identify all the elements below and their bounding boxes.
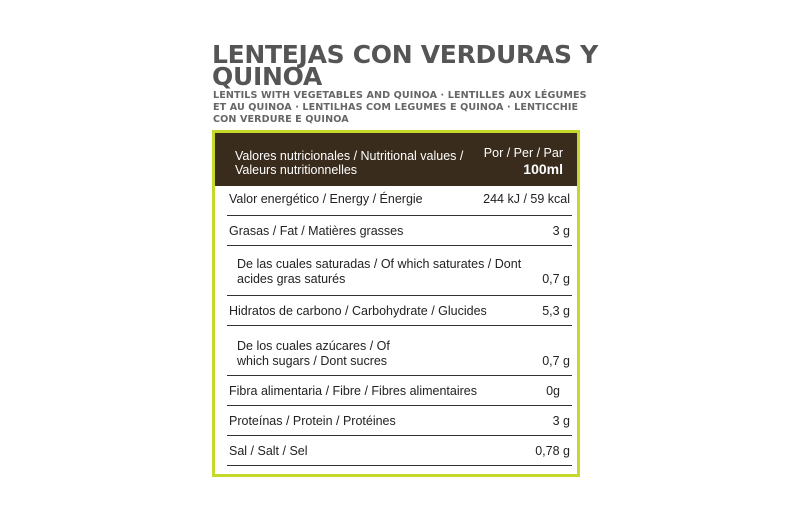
row-label: Proteínas / Protein / Protéines xyxy=(229,414,396,428)
row-energy xyxy=(227,186,572,216)
row-value: 3 g xyxy=(552,414,570,428)
nutrition-panel xyxy=(212,130,580,477)
row-value: 0,7 g xyxy=(542,272,570,286)
header-amount: 100ml xyxy=(523,161,563,177)
row-label: Grasas / Fat / Matières grasses xyxy=(229,224,404,238)
product-subtitle: LENTILS WITH VEGETABLES AND QUINOA · LENTILLES AUX LÉGUMES ET AU QUINOA · LENTILHAS COM LEGUMES E QUINOA · LENTICCHIE CON VERDURE E QUINOA xyxy=(213,90,587,125)
header-label: Valores nutricionales / Nutritional values / Valeurs nutritionnelles xyxy=(235,149,464,177)
nutrition-table xyxy=(227,186,572,466)
row-value: 5,3 g xyxy=(542,304,570,318)
header-per xyxy=(484,145,563,177)
row-value: 0,78 g xyxy=(535,444,570,458)
row-label: Valor energético / Energy / Énergie xyxy=(229,192,423,206)
product-title: LENTEJAS CON VERDURAS Y QUINOA xyxy=(212,40,598,91)
row-saturates xyxy=(227,246,572,296)
row-value: 0,7 g xyxy=(542,354,570,368)
row-value: 3 g xyxy=(552,224,570,238)
header-per-label: Por / Per / Par xyxy=(483,146,563,160)
row-label: Hidratos de carbono / Carbohydrate / Glucides xyxy=(229,304,487,318)
row-carbohydrate xyxy=(227,296,572,326)
row-label: De los cuales azúcares / Of which sugars / Dont sucres xyxy=(237,339,390,368)
row-fibre xyxy=(227,376,572,406)
row-label: Fibra alimentaria / Fibre / Fibres alimentaires xyxy=(229,384,477,398)
row-label: Sal / Salt / Sel xyxy=(229,444,308,458)
row-sugars xyxy=(227,326,572,376)
row-fat xyxy=(227,216,572,246)
nutrition-header xyxy=(215,133,577,186)
row-salt xyxy=(227,436,572,466)
row-label: De las cuales saturadas / Of which saturates / Dont acides gras saturés xyxy=(237,257,522,286)
row-protein xyxy=(227,406,572,436)
row-value: 0g xyxy=(546,384,560,398)
row-value: 244 kJ / 59 kcal xyxy=(483,192,570,206)
